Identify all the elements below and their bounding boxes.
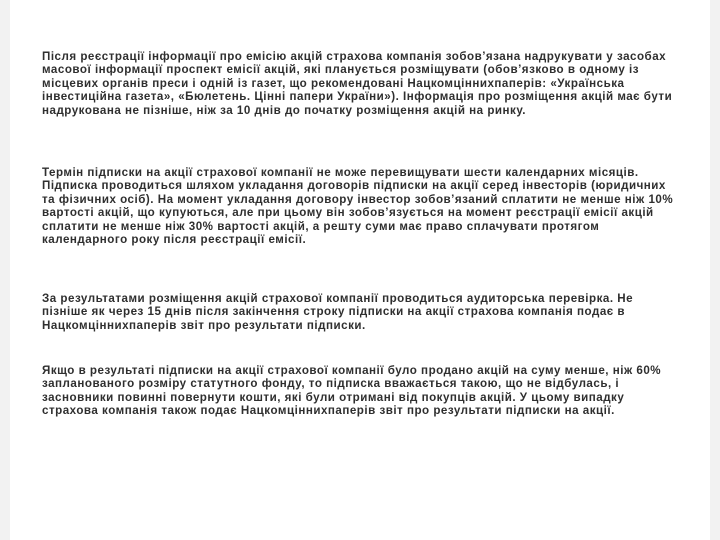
paragraph-audit: За результатами розміщення акцій страхової компанії проводиться аудиторська перевірка. Не пізніше як через 15 днів після закінчення строку підписки на акції страхова компанія подає в Нацкомціннихпаперів звіт про результати підписки. xyxy=(42,292,634,332)
left-margin-bar xyxy=(0,0,10,540)
paragraph-failed-subscription: Якщо в результаті підписки на акції страхової компанії було продано акцій на суму менше, ніж 60% запланованого розміру статутного фонду, то підписка вважається такою, що не відбулась, і засновники повинні повернути кошти, які були отримані від покупців акцій. У цьому випадку страхова компанія також подає Нацкомціннихпаперів звіт про результати підписки на акції. xyxy=(42,364,662,418)
paragraph-subscription-term: Термін підписки на акції страхової компанії не може перевищувати шести календарних місяців. Підписка проводиться шляхом укладання договорів підписки на акції серед інвесторів (юридичних та фізичних осіб). На момент укладання договору інвестор зобов’язаний сплатити не менше ніж 10% вартості акцій, що купуються, але при цьому він зобов’язується на момент реєстрації емісії акцій сплатити не менше ніж 30% вартості акцій, а решту суми має право сплачувати протягом календарного року після реєстрації емісії. xyxy=(42,166,674,247)
right-margin-bar xyxy=(710,0,720,540)
paragraph-registration: Після реєстрації інформації про емісію акцій страхова компанія зобов’язана надрукувати у засобах масової інформації проспект емісії акцій, які планується розміщувати (обов’язково в одному із місцевих органів преси і одній із газет, що рекомендовані Нацкомціннихпаперів: «Українська інвестиційна газета», «Бюлетень. Цінні папери України»). Інформація про розміщення акцій має бути надрукована не пізніше, ніж за 10 днів до початку розміщення акцій на ринку. xyxy=(42,50,673,117)
